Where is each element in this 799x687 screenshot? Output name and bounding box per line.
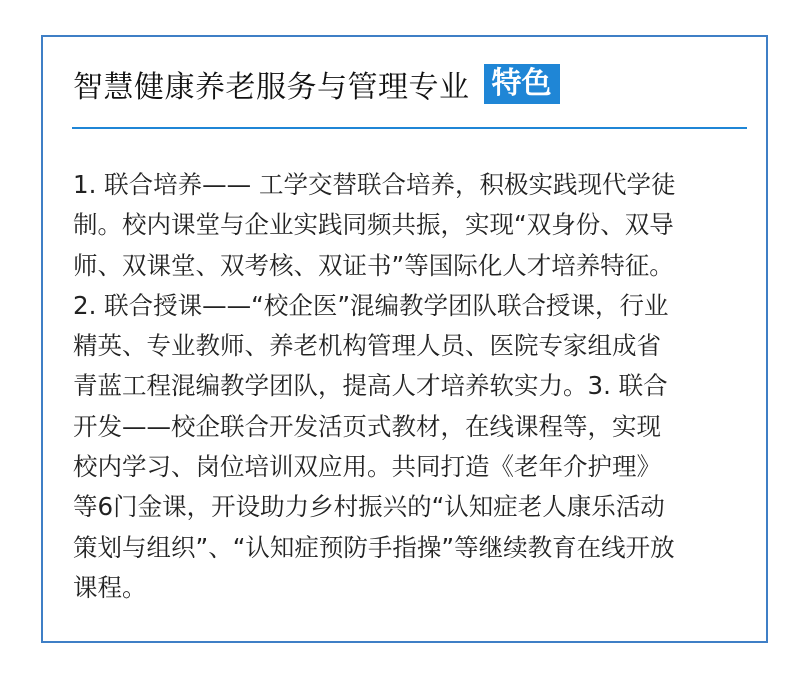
text-line-1: 1. 联合培养—— 工学交替联合培养，积极实践现代学徒	[73, 170, 676, 199]
text-line-8: 校内学习、岗位培训双应用。共同打造《老年介护理》	[73, 452, 661, 482]
text-line-9: 等6门金课，开设助力乡村振兴的“认知症老人康乐活动	[73, 492, 665, 522]
description-text	[73, 165, 745, 608]
feature-card	[41, 35, 768, 643]
text-line-5: 精英、专业教师、养老机构管理人员、医院专家组成省	[73, 331, 661, 361]
text-line-6: 青蓝工程混编教学团队，提高人才培养软实力。3. 联合	[73, 371, 668, 401]
text-line-4: 2. 联合授课——“校企医”混编教学团队联合授课，行业	[73, 290, 669, 320]
title-divider	[72, 127, 747, 129]
card-header	[73, 59, 560, 109]
card-title: 智慧健康养老服务与管理专业	[73, 70, 470, 105]
feature-badge: 特色	[484, 64, 560, 104]
text-line-3: 师、双课堂、双考核、双证书”等国际化人才培养特征。	[73, 250, 674, 280]
text-line-7: 开发——校企联合开发活页式教材，在线课程等，实现	[73, 411, 661, 441]
text-line-11: 课程。	[73, 572, 147, 602]
text-line-10: 策划与组织”、“认知症预防手指操”等继续教育在线开放	[73, 532, 675, 562]
text-line-2: 制。校内课堂与企业实践同频共振，实现“双身份、双导	[73, 210, 674, 240]
